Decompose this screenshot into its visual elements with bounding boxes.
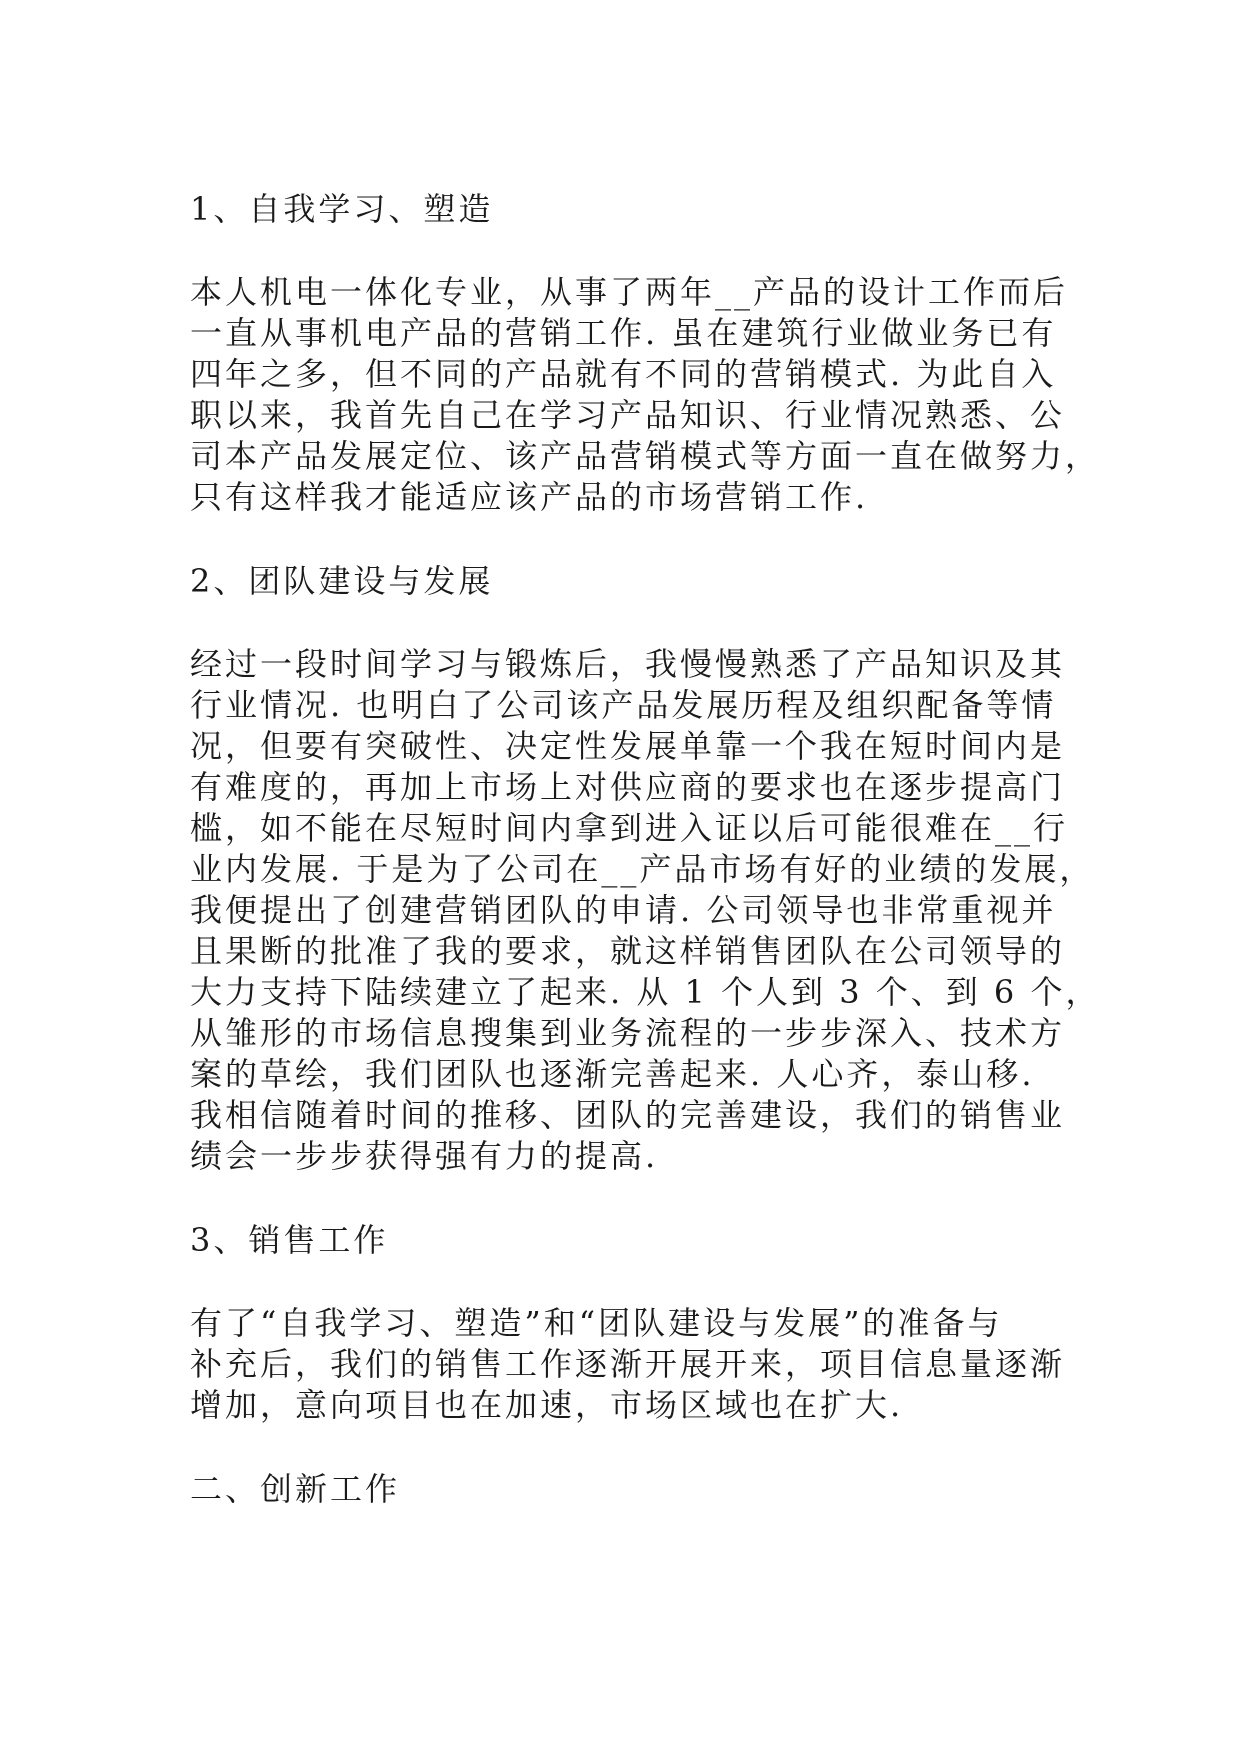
paragraph-line: 增加，意向项目也在加速，市场区域也在扩大.: [190, 1386, 904, 1424]
section-paragraph-3: [190, 1303, 1066, 1426]
paragraph-line: 且果断的批准了我的要求，就这样销售团队在公司领导的: [190, 932, 1066, 970]
paragraph-line: 大力支持下陆续建立了起来. 从 1 个人到 3 个、到 6 个，: [190, 973, 1101, 1011]
section-heading-1: 1、自我学习、塑造: [190, 190, 494, 228]
paragraph-line: 绩会一步步获得强有力的提高.: [190, 1137, 659, 1175]
paragraph-line: 职以来，我首先自己在学习产品知识、行业情况熟悉、公: [190, 396, 1066, 434]
paragraph-line: 经过一段时间学习与锻炼后，我慢慢熟悉了产品知识及其: [190, 645, 1066, 683]
document-page: [190, 186, 1101, 1512]
section-heading-3: 3、销售工作: [190, 1221, 389, 1259]
paragraph-line: 我便提出了创建营销团队的申请. 公司领导也非常重视并: [190, 891, 1057, 929]
section-paragraph-2: [190, 644, 1101, 1177]
paragraph-line: 有了“自我学习、塑造”和“团队建设与发展”的准备与: [190, 1304, 1003, 1342]
paragraph-line: 我相信随着时间的推移、团队的完善建设，我们的销售业: [190, 1096, 1066, 1134]
paragraph-line: 案的草绘，我们团队也逐渐完善起来. 人心齐，泰山移.: [190, 1055, 1035, 1093]
section-paragraph-1: [190, 272, 1101, 518]
paragraph-line: 槛，如不能在尽短时间内拿到进入证以后可能很难在__行: [190, 809, 1069, 847]
paragraph-line: 况，但要有突破性、决定性发展单靠一个我在短时间内是: [190, 727, 1066, 765]
paragraph-line: 从雏形的市场信息搜集到业务流程的一步步深入、技术方: [190, 1014, 1066, 1052]
section-heading-4: 二、创新工作: [190, 1470, 401, 1508]
paragraph-line: 有难度的，再加上市场上对供应商的要求也在逐步提高门: [190, 768, 1066, 806]
paragraph-line: 补充后，我们的销售工作逐渐开展开来，项目信息量逐渐: [190, 1345, 1066, 1383]
paragraph-line: 业内发展. 于是为了公司在__产品市场有好的业绩的发展，: [190, 850, 1095, 888]
paragraph-line: 只有这样我才能适应该产品的市场营销工作.: [190, 478, 869, 516]
paragraph-line: 四年之多，但不同的产品就有不同的营销模式. 为此自入: [190, 355, 1057, 393]
section-heading-2: 2、团队建设与发展: [190, 562, 494, 600]
paragraph-line: 行业情况. 也明白了公司该产品发展历程及组织配备等情: [190, 686, 1057, 724]
paragraph-line: 本人机电一体化专业，从事了两年__产品的设计工作而后: [190, 273, 1069, 311]
paragraph-line: 司本产品发展定位、该产品营销模式等方面一直在做努力，: [190, 437, 1101, 475]
paragraph-line: 一直从事机电产品的营销工作. 虽在建筑行业做业务已有: [190, 314, 1057, 352]
